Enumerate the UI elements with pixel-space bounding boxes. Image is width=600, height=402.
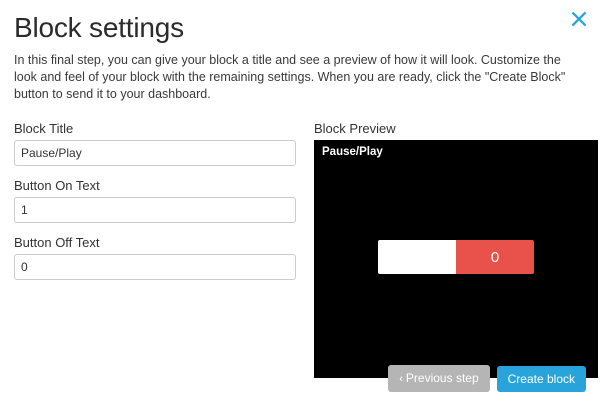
button-on-text-label: Button On Text (14, 178, 100, 193)
dialog-footer (388, 365, 586, 392)
previous-step-label: Previous step (405, 371, 479, 385)
toggle-on-half[interactable]: 0 (456, 240, 534, 274)
intro-text: In this final step, you can give your block a title and see a preview of how it will look. Customize the look and feel of your block with the remaining settings. When you are ready, click the "Create Block" button to send it to your dashboard. (14, 53, 566, 101)
block-title-label: Block Title (14, 121, 74, 136)
content-columns (14, 121, 586, 378)
create-block-button[interactable] (497, 366, 586, 392)
page-title: Block settings (14, 12, 184, 43)
button-off-text-label: Button Off Text (14, 235, 100, 250)
preview-block-title: Pause/Play (322, 146, 383, 158)
block-preview-label: Block Preview (314, 121, 396, 136)
button-off-text-input[interactable] (14, 254, 296, 280)
create-block-label: Create block (507, 371, 575, 386)
settings-form (14, 121, 296, 378)
toggle-off-half[interactable] (378, 240, 456, 274)
block-title-input[interactable] (14, 140, 296, 166)
chevron-left-icon: ‹ (399, 373, 403, 385)
preview-toggle[interactable] (378, 240, 534, 274)
button-on-text-input[interactable] (14, 197, 296, 223)
preview-column (314, 121, 598, 378)
previous-step-button[interactable] (388, 365, 489, 392)
block-preview (314, 140, 598, 378)
close-icon[interactable] (570, 10, 588, 28)
